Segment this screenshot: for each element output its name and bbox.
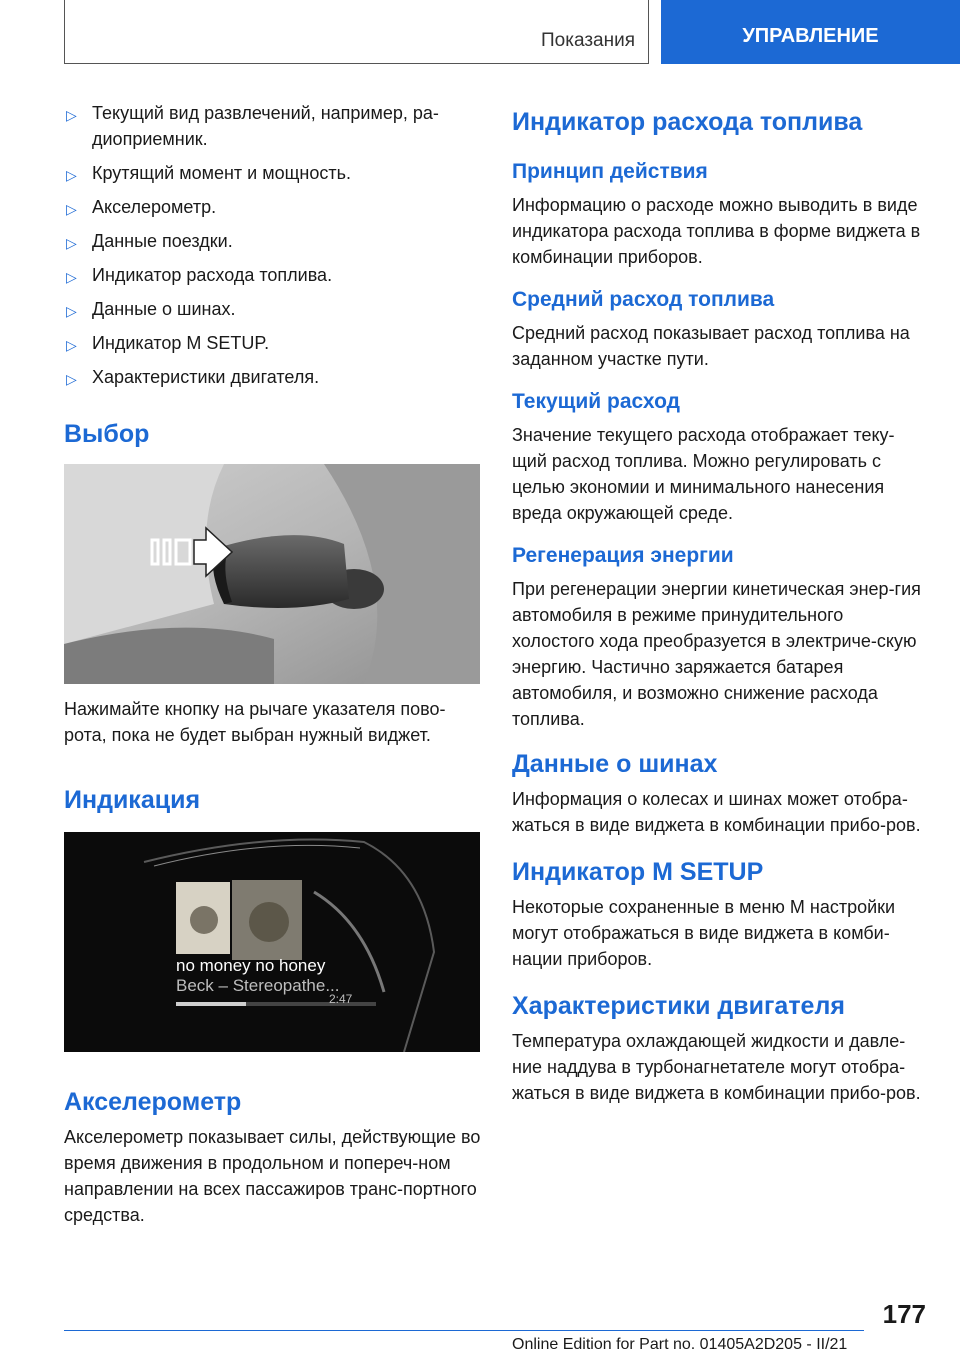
list-item: ▷ Индикатор расхода топлива. <box>64 262 482 288</box>
list-item: ▷ Индикатор M SETUP. <box>64 330 482 356</box>
triangle-bullet-icon: ▷ <box>66 201 77 217</box>
section-title-vybor: Выбор <box>64 420 150 448</box>
vybor-text: Нажимайте кнопку на рычаге указателя пово-рота, пока не будет выбран нужный виджет. <box>64 699 446 745</box>
subsection-title-average: Средний расход топлива <box>512 288 775 311</box>
tires-text: Информация о колесах и шинах может отобра-жаться в виде виджета в комбинации прибо-ров. <box>512 789 921 835</box>
average-text: Средний расход показывает расход топлива на заданном участке пути. <box>512 323 910 369</box>
left-column <box>64 100 482 1228</box>
engine-text: Температура охлаждающей жидкости и давле-ние наддува в турбонагнетателе могут отобра-жаться в виде виджета в комбинации прибо-ров. <box>512 1031 921 1103</box>
cluster-display-photo <box>64 832 480 1052</box>
subsection-title-current: Текущий расход <box>512 390 680 413</box>
section-title-accelerometer: Акселерометр <box>64 1088 242 1116</box>
section-title-tires: Данные о шинах <box>512 750 718 778</box>
edition-note: Online Edition for Part no. 01405A2D205 - II/21 <box>512 1336 848 1353</box>
header-section-title: Показания <box>541 30 635 51</box>
list-item: ▷ Характеристики двигателя. <box>64 364 482 390</box>
triangle-bullet-icon: ▷ <box>66 235 77 251</box>
triangle-bullet-icon: ▷ <box>66 107 77 123</box>
list-item: ▷ Крутящий момент и мощность. <box>64 160 482 186</box>
msetup-text: Некоторые сохраненные в меню M настройки могут отображаться в виде виджета в комби-нации приборов. <box>512 897 896 969</box>
triangle-bullet-icon: ▷ <box>66 371 77 387</box>
triangle-bullet-icon: ▷ <box>66 337 77 353</box>
subsection-title-regeneration: Регенерация энергии <box>512 544 734 567</box>
list-item: ▷ Акселерометр. <box>64 194 482 220</box>
widget-list <box>64 100 482 390</box>
right-column <box>512 100 926 1106</box>
page-number: 177 <box>882 1299 926 1329</box>
track-time: 2:47 <box>329 992 353 1006</box>
triangle-bullet-icon: ▷ <box>66 303 77 319</box>
list-item: ▷ Данные о шинах. <box>64 296 482 322</box>
lever-photo <box>64 464 480 684</box>
footer-divider <box>64 1330 864 1331</box>
triangle-bullet-icon: ▷ <box>66 269 77 285</box>
list-item: ▷ Данные поездки. <box>64 228 482 254</box>
regeneration-text: При регенерации энергии кинетическая энер-гия автомобиля в режиме принудительного холостого хода преобразуется в электриче-скую энергию. Частично заряжается батарея автомобиля, и возможно снижение расхода топлива. <box>512 579 921 729</box>
section-title-engine: Характеристики двигателя <box>512 992 845 1020</box>
header-chapter-tab: УПРАВЛЕНИЕ <box>661 0 960 64</box>
subsection-title-principle: Принцип действия <box>512 160 708 183</box>
track-title: no money no honey <box>176 956 326 975</box>
current-text: Значение текущего расхода отображает теку-щий расход топлива. Можно регулировать с целью экономии и минимального нанесения вреда окружающей среде. <box>512 425 895 523</box>
accelerometer-text: Акселерометр показывает силы, действующие во время движения в продольном и попереч-ном направлении на всех пассажиров транс-портного средства. <box>64 1127 481 1225</box>
track-artist: Beck – Stereopathe... <box>176 976 340 995</box>
section-title-fuel-indicator: Индикатор расхода топлива <box>512 108 863 136</box>
section-title-msetup: Индикатор M SETUP <box>512 858 764 886</box>
triangle-bullet-icon: ▷ <box>66 167 77 183</box>
section-title-indikaciya: Индикация <box>64 786 201 814</box>
list-item: ▷ Текущий вид развлечений, например, ра-диоприемник. <box>66 103 439 149</box>
principle-text: Информацию о расходе можно выводить в виде индикатора расхода топлива в форме виджета в комбинации приборов. <box>512 195 921 267</box>
